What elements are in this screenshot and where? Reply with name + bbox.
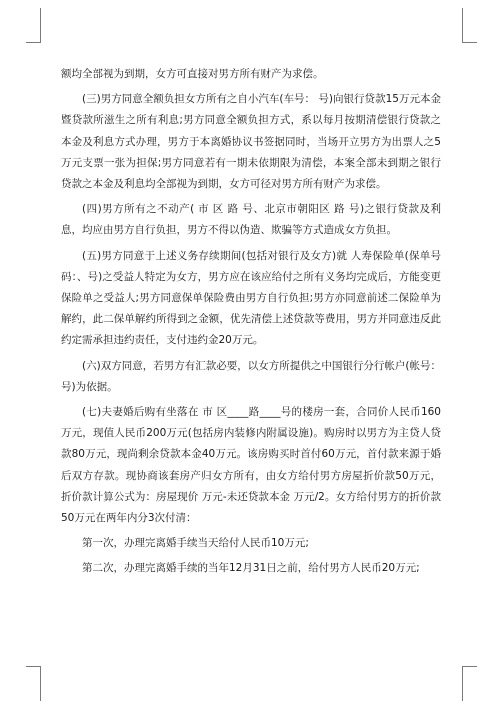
paragraph-clause-6: (六)双方同意，若男方有汇款必要，以女方所提供之中国银行分行帐户(帐号：号)为依据。: [61, 359, 441, 393]
paragraph-clause-5: (五)男方同意于上述义务存续期间(包括对银行及女方)就 人寿保险单(保单号码：、号)之受益人特定为女方，男方应在该应给付之所有义务均完成后，方能变更保险单之受益人;男方同意保单保险费由男方自行负担;男方亦同意前述二保险单为解约，此二保单解约所得到之金额，优先清偿上述贷款等费用，男方并同意违反此约定需承担违约责任，支付违约金20万元。: [61, 249, 441, 347]
paragraph-clause-3: (三)男方同意全额负担女方所有之自小汽车(车号： 号)向银行贷款15万元本金暨贷款所滋生之所有利息;男方同意全额负担方式，系以每月按期清偿银行贷款之本金及利息方式办理，男方于本离婚协议书签据同时，当场开立男方为出票人之5万元支票一张为担保;男方同意若有一期未依期限为清偿，本案全部未到期之银行贷款之本金及利息均全部视为到期，女方可径对男方所有财产为求偿。: [61, 93, 441, 191]
crop-mark-bottom-left: [26, 666, 41, 701]
crop-mark-top-right: [462, 8, 477, 43]
document-body: [61, 64, 441, 584]
crop-mark-bottom-right: [462, 666, 477, 701]
crop-mark-top-left: [26, 8, 41, 43]
paragraph-clause-4: (四)男方所有之不动产( 市 区 路 号、北京市朝阳区 路 号)之银行贷款及利息，均应由男方自行负担，男方不得以伪造、欺骗等方式造成女方负担。: [61, 203, 441, 237]
paragraph-continuation: 额均全部视为到期，女方可直接对男方所有财产为求偿。: [61, 68, 324, 80]
paragraph-payment-2: 第二次，办理完离婚手续的当年12月31日之前，给付男方人民币20万元;: [82, 562, 420, 575]
paragraph-payment-1: 第一次，办理完离婚手续当天给付人民币10万元;: [82, 537, 309, 550]
paragraph-clause-7: (七)夫妻婚后购有坐落在 市 区____路____号的楼房一套，合同价人民币160万元，现值人民币200万元(包括房内装修内附属设施)。购房时以男方为主贷人贷款80万元，现尚剩余贷款本金40万元。该房购买时首付60万元，首付款来源于婚后双方存款。现协商该套房产归女方所有，由女方给付男方房屋折价款50万元，折价款计算公式为：房屋现价 万元-未还贷款本金 万元/2。女方给付男方的折价款50万元在两年内分3次付清：: [61, 406, 441, 525]
